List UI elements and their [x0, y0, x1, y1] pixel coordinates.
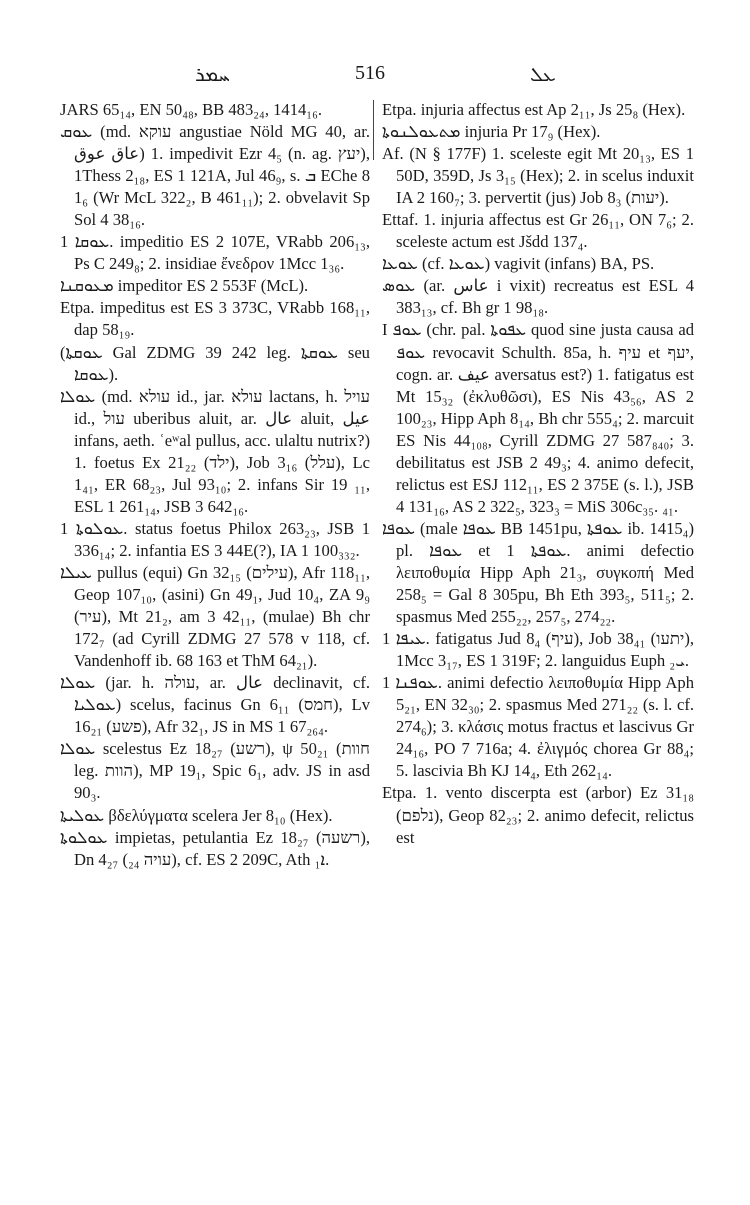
left-column — [60, 99, 370, 871]
dictionary-entry: ܥܝܠܐ pullus (equi) Gn 32₁₅ (עילים), Afr 118₁₁, Geop 107₁₀, (asini) Gn 49₁, Jud 10₄, ZA 9₉ (עיר), Mt 21₂, am 3 42₁₁, (mulae) Bh chr 172₇ (ad Cyrill ZDMG 27 578 v 118, cf. Vandenhoff ib. 68 163 et ThM 64₂₁). — [60, 562, 370, 671]
dictionary-entry: Etpa. injuria affectus est Ap 2₁₁, Js 25₈ (Hex). — [382, 100, 686, 119]
dictionary-entry: ܥܘܠܐ scelestus Ez 18₂₇ (רשע), ψ 50₂₁ (חוות leg. הוות), MP 19₁, Spic 6₁, adv. JS in asd 90₃. — [60, 739, 370, 803]
dictionary-entry: ܥܘܠܘܬܐ 1. status foetus Philox 263₂₃, JSB 1 336₁₄; 2. infantia ES 3 44E(?), IA 1 100₃₃₂. — [60, 518, 371, 560]
dictionary-entry: Ettaf. 1. injuria affectus est Gr 26₁₁, ON 7₆; 2. sceleste actum est Jšdd 137₄. — [382, 210, 694, 252]
left-running-headword: ܚܡܪ — [195, 62, 230, 86]
dictionary-entry: ܥܝܦܐ 1. fatigatus Jud 8₄ (עיף), Job 38₄₁ (יתעו), 1Mcc 3₁₇, ES 1 319F; 2. languidus Euph ܝ₂. — [382, 629, 694, 671]
page-header — [0, 62, 750, 92]
dictionary-entry: I ܥܘܦ (chr. pal. ܥܦܘܬܐ quod sine justa causa ad ܥܘܦ revocavit Schulth. 85a, h. עיף et יעף, cogn. ar. عيف aversatus est?) 1. fatigatus est Mt 15₃₂ (ἐκλυθῶσι), ES Nis 43₅₆, AS 2 100₂₃, Hipp Aph 8₁₄, Bh chr 555₄; 2. marcuit ES Nis 44₁₀₈, Cyrill ZDMG 27 587₈₄₀; 3. debilitatus est JSB 2 49₃; 4. animo defecit, relictus est ESJ 112₁₁, ES 2 375E (s. l.), JSB 4 131₁₆, AS 2 322₅, 323₃ = MiS 306c₃₅. ₄₁. — [382, 320, 695, 516]
right-running-headword: ܥܠ — [530, 62, 556, 86]
dictionary-entry: Etpa. impeditus est ES 3 373C, VRabb 168₁₁, dap 58₁₉. — [60, 298, 370, 340]
right-column — [382, 99, 694, 849]
dictionary-entry: ܥܘܥܐ (cf. ܥܘܥܐ) vagivit (infans) BA, PS. — [382, 254, 655, 274]
column-divider — [373, 100, 374, 160]
dictionary-entry: ܥܘܣ (ar. عاس i vixit) recreatus est ESL 4 383₁₃, cf. Bh gr 1 98₁₈. — [382, 276, 694, 318]
dictionary-entry: ܥܘܠܐ (md. עולא id., jar. עולא lactans, h. עויל id., עול uberibus aluit, ar. عال aluit, عيل infans, aeth. ʿeʷal pullus, acc. ulaltu nutrix?) 1. foetus Ex 21₂₂ (ילד), Job 3₁₆ (עלל), Lc 1₄₁, ER 68₂₃, Jul 93₁₀; 2. infans Sir 19 ₁₁, ESL 1 261₁₄, JSB 3 642₁₆. — [60, 386, 370, 516]
dictionary-entry: ܥܘܦܢܐ 1. animi defectio λειποθυμία Hipp Aph 5₂₁, EN 32₃₀; 2. spasmus Med 271₂₂ (s. l. cf. 274₆); 3. κλάσις motus fractus et lascivus Gr 24₁₆, PO 7 716a; 4. ἐλιγμός chorea Gr 88₄; 5. lascivia Bh KJ 14₄, Eth 262₁₄. — [382, 673, 694, 781]
dictionary-entry: ܥܘܩܐ 1. impeditio ES 2 107E, VRabb 206₁₃, Ps C 249₈; 2. insidiae ἔνεδρον 1Mcc 1₃₆. — [60, 232, 370, 274]
dictionary-entry: ܡܥܘܩܢܐ impeditor ES 2 553F (McL). — [60, 276, 309, 296]
dictionary-entry: ܥܘܩ (md. עוקא angustiae Nöld MG 40, ar. عاق عوق) 1. impedivit Ezr 4₅ (n. ag. יעץ), 1Thess 2₁₈, ES 1 121A, Jul 46₉, s. ܒ EChe 8 1₆ (Wr McL 322₂, B 461₁₁); 2. obvelavit Sp Sol 4 38₁₆. — [60, 122, 370, 230]
dictionary-entry: JARS 65₁₄, EN 50₄₈, BB 483₂₄, 1414₁₆. — [60, 100, 323, 119]
dictionary-entry: ܡܬܥܘܠܢܘܬܐ injuria Pr 17₉ (Hex). — [382, 122, 601, 142]
dictionary-entry: Etpa. 1. vento discerpta est (arbor) Ez 31₁₈ (נלפם), Geop 82₂₃; 2. animo defecit, relictus est — [382, 783, 694, 847]
dictionary-entry: ܥܘܦܐ (male ܥܘܦܐ BB 1451pu, ܥܘܦܬܐ ib. 1415₄) pl. ܥܘܦܐ et ܥܘܦܬܐ 1. animi defectio λειποθυμία Hipp Aph 21₃, συγκοπή Med 258₅ = Gal 8 305pu, Bh Eth 393₅, 511₅; 2. spasmus Med 255₂₂, 257₅, 274₂₂. — [382, 518, 694, 627]
dictionary-entry: (ܥܘܩܬܐ Gal ZDMG 39 242 leg. ܥܘܩܬܐ seu ܥܘܩܐ). — [60, 342, 370, 384]
dictionary-entry: Af. (N § 177F) 1. sceleste egit Mt 20₁₃, ES 1 50D, 359D, Js 3₁₅ (Hex); 2. in scelus induxit IA 2 160₇; 3. pervertit (jus) Job 8₃ (יעות). — [382, 144, 694, 208]
page-number: 516 — [355, 62, 385, 84]
dictionary-entry: ܥܘܠܘܬܐ impietas, petulantia Ez 18₂₇ (רשעה), Dn 4₂₇ (₂₄ עויה), cf. ES 2 209C, Ath ܐ₁. — [60, 827, 370, 869]
dictionary-entry: ܥܘܠܐ (jar. h. עולה, ar. عال declinavit, cf. ܥܘܠܝܐ) scelus, facinus Gn 6₁₁ (חמס), Lv 16₂₁ (פשע), Afr 32₁, JS in MS 1 67₂₆₄. — [60, 673, 370, 737]
dictionary-entry: ܥܘܠܝܬܐ βδελύγματα scelera Jer 8₁₀ (Hex). — [60, 805, 333, 825]
